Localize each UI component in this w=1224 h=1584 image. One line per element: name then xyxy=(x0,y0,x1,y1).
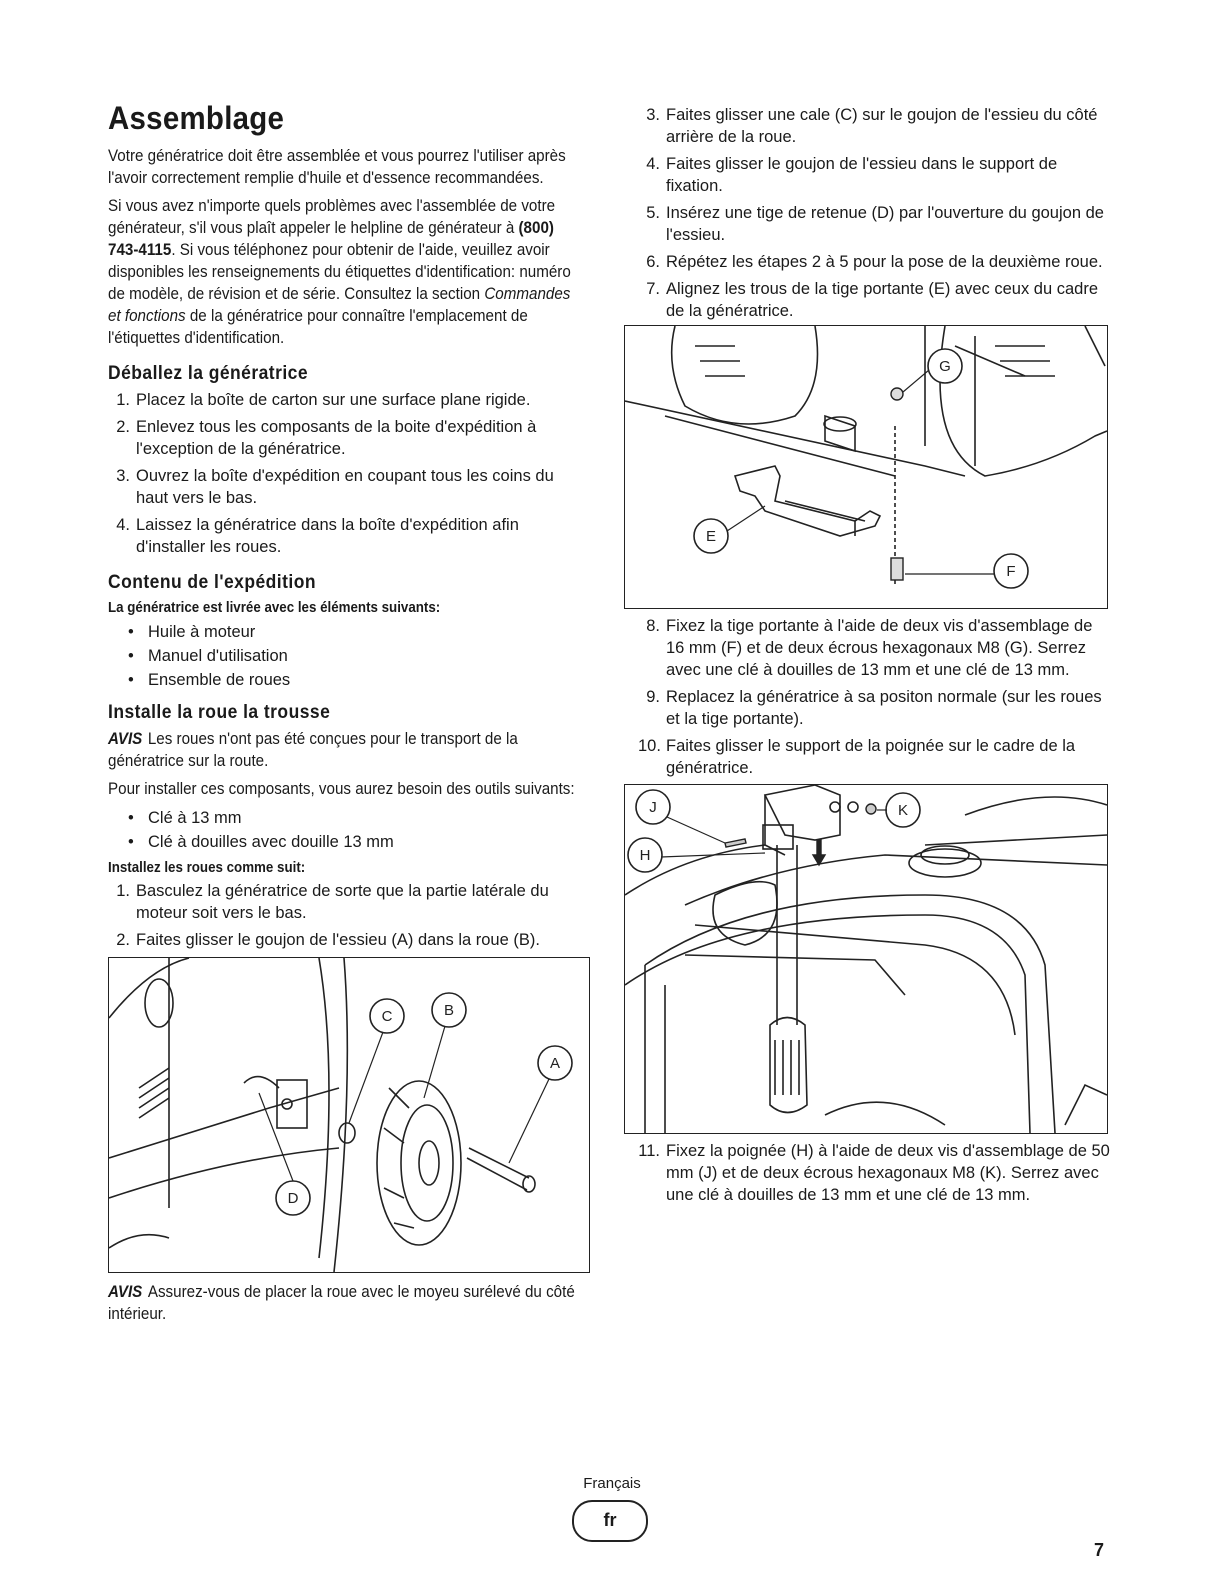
step-item xyxy=(108,880,588,924)
contents-heading: Contenu de l'expédition xyxy=(108,572,316,593)
page-title: Assemblage xyxy=(108,100,285,136)
step-number: 5. xyxy=(646,204,660,222)
unpack-heading: Déballez la génératrice xyxy=(108,363,309,384)
page-number: 7 xyxy=(1094,1540,1105,1560)
footer-language: Français xyxy=(583,1475,641,1492)
step-number: 6. xyxy=(646,253,660,271)
step-number: 1. xyxy=(116,391,130,409)
step-text: Ouvrez la boîte d'expédition en coupant tous les coins du haut vers le bas. xyxy=(136,467,554,507)
intro-paragraph-2 xyxy=(108,195,585,349)
step-text: Fixez la poignée (H) à l'aide de deux vis d'assemblage de 50 mm (J) et de deux écrous hexagonaux M8 (K). Serrez avec une clé à douilles de 13 mm et une clé de 13 mm. xyxy=(666,1142,1110,1204)
right-steps-a xyxy=(638,104,1110,322)
right-column xyxy=(638,104,1110,1211)
step-number: 4. xyxy=(116,516,130,534)
wheel-assembly-drawing xyxy=(109,958,589,1272)
step-item xyxy=(108,514,588,558)
step-item xyxy=(638,686,1110,730)
unpack-steps xyxy=(108,389,588,558)
section-reference: Commandes et fonctions xyxy=(108,285,571,325)
label-c: C xyxy=(381,1008,393,1025)
step-text: Placez la boîte de carton sur une surface plane rigide. xyxy=(136,391,531,409)
label-d: D xyxy=(287,1190,299,1207)
step-text: Insérez une tige de retenue (D) par l'ouverture du goujon de l'essieu. xyxy=(666,204,1104,244)
tools-items xyxy=(108,806,588,854)
left-column xyxy=(108,100,588,1331)
step-item xyxy=(108,416,588,460)
step-text: Faites glisser le goujon de l'essieu dans le support de fixation. xyxy=(666,155,1058,195)
step-text: Répétez les étapes 2 à 5 pour la pose de la deuxième roue. xyxy=(666,253,1103,271)
kit-notice xyxy=(108,728,585,772)
bullet-item: • Huile à moteur xyxy=(108,620,588,644)
handle-figure xyxy=(624,784,1108,1134)
install-steps xyxy=(108,880,588,951)
step-item xyxy=(638,104,1110,148)
avis-label: AVIS xyxy=(108,730,143,748)
step-item xyxy=(638,735,1110,779)
step-number: 2. xyxy=(116,931,130,949)
contents-subheading: La génératrice est livrée avec les éléments suivants: xyxy=(108,600,441,616)
step-number: 9. xyxy=(646,688,660,706)
step-item xyxy=(108,929,588,951)
step-text: Faites glisser une cale (C) sur le goujon de l'essieu du côté arrière de la roue. xyxy=(666,106,1098,146)
bullet-item: • Clé à douilles avec douille 13 mm xyxy=(108,830,588,854)
bottom-notice xyxy=(108,1281,585,1325)
step-item xyxy=(638,615,1110,681)
step-text: Faites glisser le support de la poignée sur le cadre de la génératrice. xyxy=(666,737,1076,777)
label-a: A xyxy=(549,1055,561,1072)
bullet-item: • Clé à 13 mm xyxy=(108,806,588,830)
step-number: 4. xyxy=(646,155,660,173)
label-j: J xyxy=(649,799,657,816)
step-item xyxy=(108,465,588,509)
step-text: Replacez la génératrice à sa positon normale (sur les roues et la tige portante). xyxy=(666,688,1102,728)
label-g: G xyxy=(939,358,951,375)
bullet-item: • Ensemble de roues xyxy=(108,668,588,692)
step-number: 8. xyxy=(646,617,660,635)
step-item xyxy=(638,1140,1110,1206)
step-number: 10. xyxy=(638,737,661,755)
install-subheading: Installez les roues comme suit: xyxy=(108,860,306,876)
bottom-notice-text: Assurez-vous de placer la roue avec le moyeu surélevé du côté intérieur. xyxy=(108,1283,575,1323)
step-text: Basculez la génératrice de sorte que la partie latérale du moteur soit vers le bas. xyxy=(136,882,549,922)
support-rod-figure xyxy=(624,325,1108,609)
right-steps-b xyxy=(638,615,1110,779)
helpline-phone: (800) 743-4115 xyxy=(108,219,554,259)
step-text: Fixez la tige portante à l'aide de deux vis d'assemblage de 16 mm (F) et de deux écrous hexagonaux M8 (G). Serrez avec une clé à douilles de 13 mm et une clé de 13 mm. xyxy=(666,617,1093,679)
support-rod-drawing xyxy=(625,326,1107,608)
kit-notice-text: Les roues n'ont pas été conçues pour le transport de la génératrice sur la route. xyxy=(108,730,518,770)
intro-text-c: de la génératrice pour connaître l'emplacement de l'étiquettes d'identification. xyxy=(108,307,528,347)
wheel-assembly-figure xyxy=(108,957,590,1273)
step-item xyxy=(638,251,1110,273)
step-number: 7. xyxy=(646,280,660,298)
intro-text-a: Si vous avez n'importe quels problèmes avec l'assemblée de votre générateur, s'il vous plaît appeler le helpline de générateur à xyxy=(108,197,556,237)
intro-text-b: . Si vous téléphonez pour obtenir de l'aide, veuillez avoir disponibles les renseignements du étiquettes d'identification: numéro de modèle, de révision et de série. Consultez la section xyxy=(108,241,571,303)
label-f: F xyxy=(1006,563,1016,580)
intro-paragraph-1: Votre génératrice doit être assemblée et vous pourrez l'utiliser après l'avoir correctement remplie d'huile et d'essence recommandées. xyxy=(108,147,566,187)
step-item xyxy=(638,202,1110,246)
avis-label-2: AVIS xyxy=(108,1283,143,1301)
contents-items xyxy=(108,620,588,692)
step-text: Faites glisser le goujon de l'essieu (A) dans la roue (B). xyxy=(136,931,540,949)
label-h: H xyxy=(639,847,651,864)
label-b: B xyxy=(443,1002,455,1019)
right-steps-c xyxy=(638,1140,1110,1206)
language-badge: fr xyxy=(572,1500,648,1542)
handle-drawing xyxy=(625,785,1107,1133)
step-item xyxy=(638,278,1110,322)
step-text: Enlevez tous les composants de la boite d'expédition à l'exception de la génératrice. xyxy=(136,418,537,458)
step-number: 1. xyxy=(116,882,130,900)
step-number: 3. xyxy=(646,106,660,124)
kit-tools-intro: Pour installer ces composants, vous aurez besoin des outils suivants: xyxy=(108,780,575,798)
label-e: E xyxy=(705,528,717,545)
step-item xyxy=(108,389,588,411)
kit-heading: Installe la roue la trousse xyxy=(108,702,331,723)
label-k: K xyxy=(897,802,909,819)
step-number: 2. xyxy=(116,418,130,436)
step-item xyxy=(638,153,1110,197)
step-text: Alignez les trous de la tige portante (E) avec ceux du cadre de la génératrice. xyxy=(666,280,1098,320)
step-number: 3. xyxy=(116,467,130,485)
step-text: Laissez la génératrice dans la boîte d'expédition afin d'installer les roues. xyxy=(136,516,519,556)
bullet-item: • Manuel d'utilisation xyxy=(108,644,588,668)
step-number: 11. xyxy=(638,1142,660,1160)
